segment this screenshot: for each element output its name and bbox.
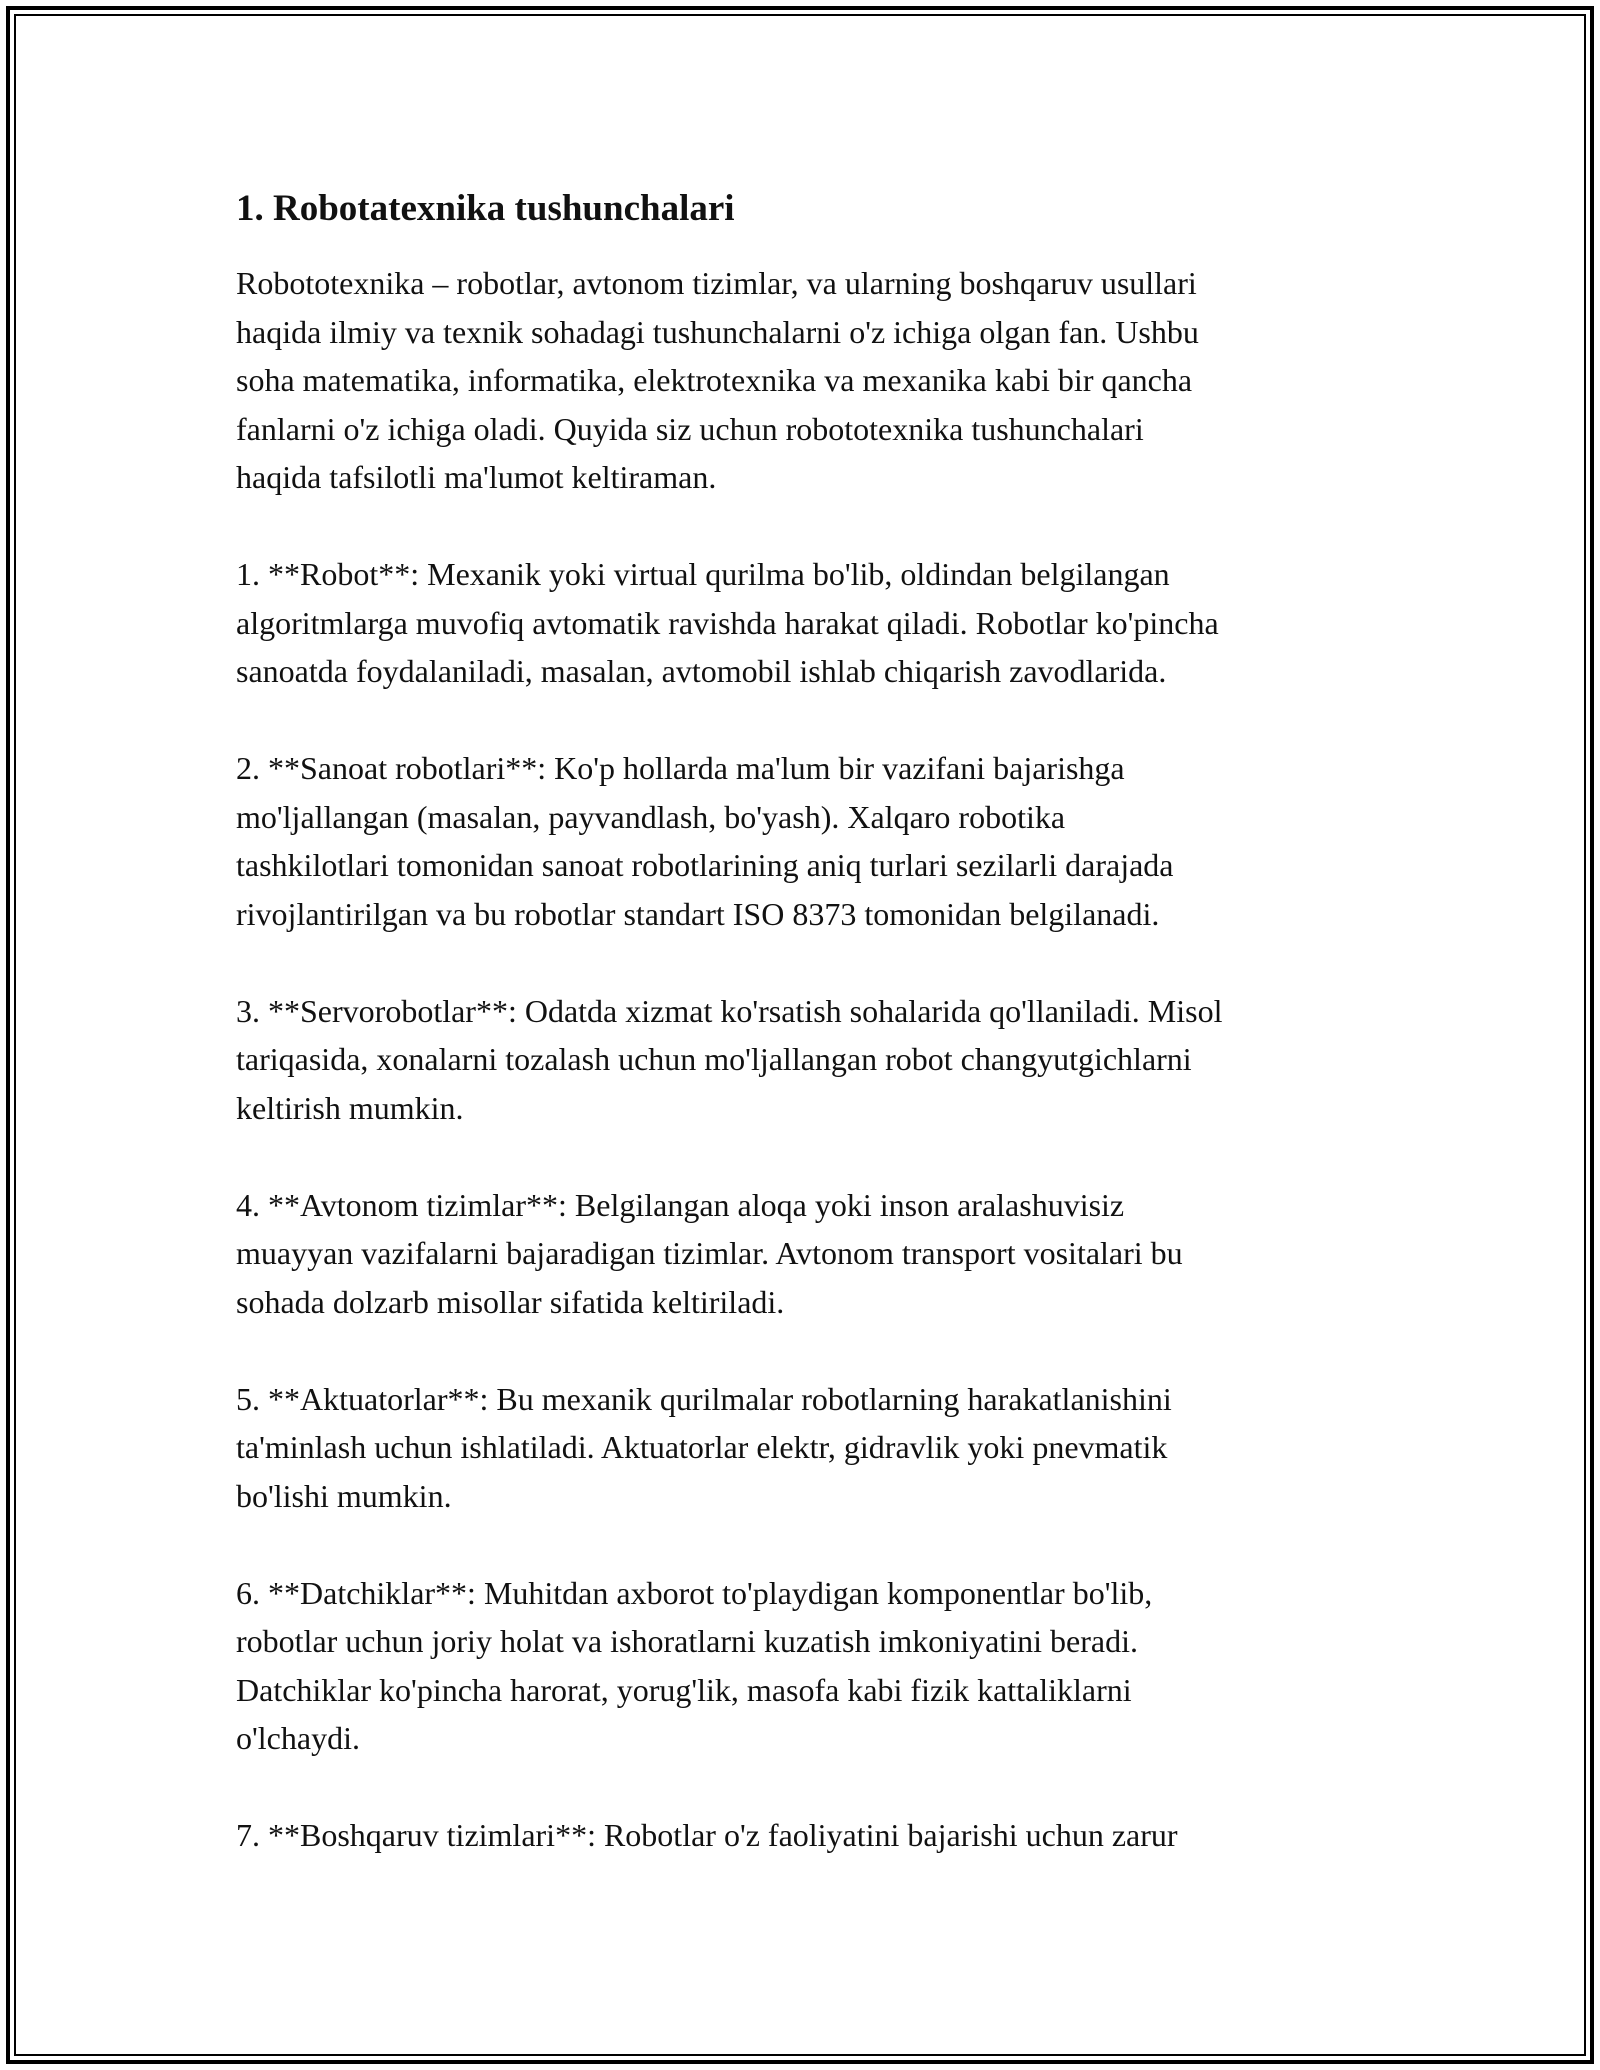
paragraph-servorobotlar: 3. **Servorobotlar**: Odatda xizmat ko'rsatish sohalarida qo'llaniladi. Misol tariqasida, xonalarni tozalash uchun mo'ljallangan robot changyutgichlarni keltirish mumkin. [236, 992, 1223, 1126]
intro-paragraph: Robototexnika – robotlar, avtonom tizimlar, va ularning boshqaruv usullari haqida ilmiy va texnik sohadagi tushunchalarni o'z ichiga olgan fan. Ushbu soha matematika, informatika, elektrotexnika va mexanika kabi bir qancha fanlarni o'z ichiga oladi. Quyida siz uchun robototexnika tushunchalari haqida tafsilotli ma'lumot keltiraman. [236, 265, 1199, 495]
paragraph-boshqaruv-tizimlari: 7. **Boshqaruv tizimlari**: Robotlar o'z faoliyatini bajarishi uchun zarur [236, 1817, 1178, 1853]
paragraph-aktuatorlar: 5. **Aktuatorlar**: Bu mexanik qurilmalar robotlarning harakatlanishini ta'minlash uchun ishlatiladi. Aktuatorlar elektr, gidravlik yoki pnevmatik bo'lishi mumkin. [236, 1380, 1172, 1514]
paragraph-robot: 1. **Robot**: Mexanik yoki virtual qurilma bo'lib, oldindan belgilangan algoritmlarga muvofiq avtomatik ravishda harakat qiladi. Robotlar ko'pincha sanoatda foydalaniladi, masalan, avtomobil ishlab chiqarish zavodlarida. [236, 556, 1219, 689]
paragraph-avtonom-tizimlar: 4. **Avtonom tizimlar**: Belgilangan aloqa yoki inson aralashuvisiz muayyan vazifalarni bajaradigan tizimlar. Avtonom transport vositalari bu sohada dolzarb misollar sifatida keltiriladi. [236, 1186, 1183, 1320]
paragraph-sanoat-robotlari: 2. **Sanoat robotlari**: Ko'p hollarda ma'lum bir vazifani bajarishga mo'ljallangan (masalan, payvandlash, bo'yash). Xalqaro robotika tashkilotlari tomonidan sanoat robotlarining aniq turlari sezilarli darajada rivojlantirilgan va bu robotlar standart ISO 8373 tomonidan belgilanadi. [236, 750, 1174, 932]
document-body [236, 259, 1376, 1860]
document-title: 1. Robotatexnika tushunchalari [236, 188, 735, 229]
document-page [236, 185, 1376, 1860]
paragraph-datchiklar: 6. **Datchiklar**: Muhitdan axborot to'playdigan komponentlar bo'lib, robotlar uchun joriy holat va ishoratlarni kuzatish imkoniyatini beradi. Datchiklar ko'pincha harorat, yorug'lik, masofa kabi fizik kattaliklarni o'lchaydi. [236, 1574, 1153, 1756]
